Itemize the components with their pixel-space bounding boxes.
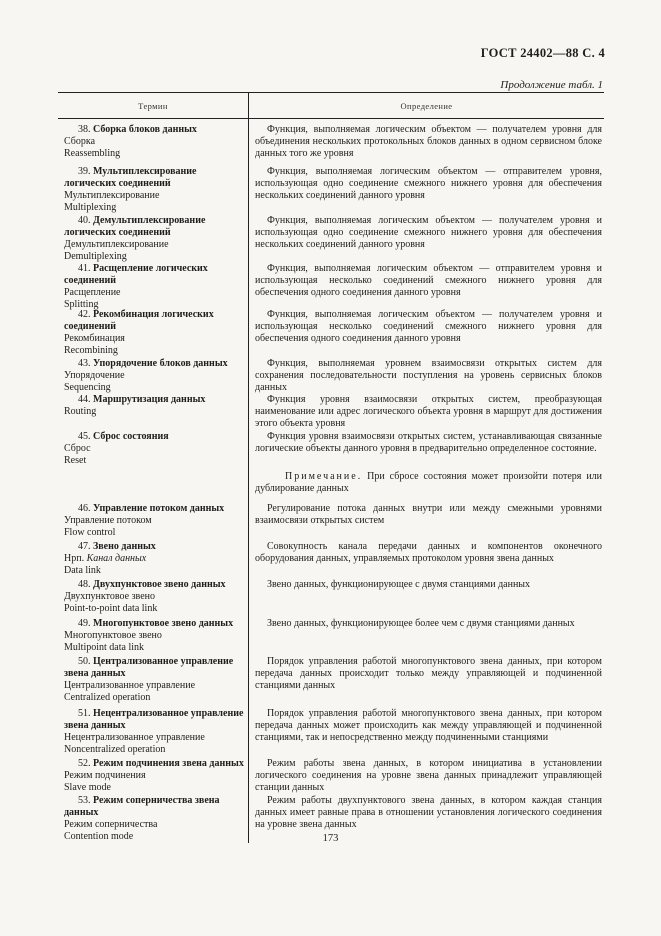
definition-cell: Функция уровня взаимосвязи открытых систем, устанавливающая связанные логические объекты данного уровня в предварительно определенное состояние. bbox=[255, 431, 602, 454]
definition-cell: Порядок управления работой многопунктового звена данных, при котором передача данных происходит только между управляющей и подчиненной станциями данных bbox=[255, 656, 602, 691]
definition-cell: Звено данных, функционирующее более чем с двумя станциями данных bbox=[267, 618, 575, 629]
table-row bbox=[58, 358, 604, 394]
table-row bbox=[58, 119, 604, 166]
note-text: При сбросе состояния может произойти потеря или дублирование данных bbox=[255, 471, 603, 494]
table-row bbox=[58, 541, 604, 579]
table-row bbox=[58, 503, 604, 541]
table-row bbox=[58, 309, 604, 358]
definition-cell: Режим работы двухпунктового звена данных, в котором каждая станция данных имеет равные права в отношении установления логического соединения на уровне звена данных bbox=[255, 795, 602, 830]
table-body bbox=[58, 119, 604, 843]
definition-cell: Функция, выполняемая логическим объектом — получателем уровня и использующая несколько соединений смежного нижнего уровня для обеспечения одного соединения данного уровня bbox=[255, 309, 602, 344]
definition-cell: Функция, выполняемая логическим объектом — получателем уровня и использующая одно соединение смежного нижнего уровня для обеспечения нескольких соединений данного уровня bbox=[255, 215, 602, 250]
definition-cell: Порядок управления работой многопунктового звена данных, при котором передача данных может происходить как между управляющей и подчиненной станциями, так и непосредственно между подчиненными станциями bbox=[255, 708, 602, 743]
term-cell: 53. Режим соперничества звена данных Режим соперничества Contention mode bbox=[64, 795, 220, 842]
note-cell bbox=[248, 469, 604, 503]
table-row bbox=[58, 263, 604, 309]
definition-cell: Функция, выполняемая логическим объектом — отправителем уровня, использующая одно соединение смежного нижнего уровня для обеспечения нескольких соединений данного уровня bbox=[255, 166, 602, 201]
term-cell: 47. Звено данных Нрп. Канал данных Data link bbox=[64, 541, 156, 576]
term-cell: 50. Централизованное управление звена данных Централизованное управление Centralized operation bbox=[64, 656, 234, 703]
table-row bbox=[58, 579, 604, 618]
term-cell: 51. Нецентрализованное управление звена данных Нецентрализованное управление Noncentralized operation bbox=[64, 708, 244, 755]
document-header: ГОСТ 24402—88 С. 4 bbox=[480, 46, 605, 60]
term-cell: 46. Управление потоком данных Управление потоком Flow control bbox=[64, 503, 225, 538]
column-header-term: Термин bbox=[58, 93, 249, 118]
column-header-definition: Определение bbox=[400, 100, 453, 111]
term-cell: 40. Демультиплексирование логических соединений Демультиплексирование Demultiplexing bbox=[64, 215, 206, 262]
term-cell: 45. Сброс состояния Сброс Reset bbox=[64, 431, 169, 466]
term-cell: 52. Режим подчинения звена данных Режим подчинения Slave mode bbox=[64, 758, 244, 793]
definition-cell: Функция уровня взаимосвязи открытых систем, преобразующая наименование или адрес логического объекта уровня в маршрут для достижения этого объекта уровня bbox=[255, 394, 602, 429]
term-cell: 43. Упорядочение блоков данных Упорядочение Sequencing bbox=[64, 358, 228, 393]
term-cell: 44. Маршрутизация данных Routing bbox=[64, 394, 206, 417]
table-row bbox=[58, 215, 604, 263]
note-label: Примечание. bbox=[285, 471, 363, 482]
table-header-row bbox=[58, 92, 604, 119]
term-cell: 48. Двухпунктовое звено данных Двухпунктовое звено Point-to-point data link bbox=[64, 579, 226, 614]
table-row bbox=[58, 394, 604, 431]
terms-table bbox=[58, 92, 604, 843]
term-cell: 49. Многопунктовое звено данных Многопунктовое звено Multipoint data link bbox=[64, 618, 234, 653]
definition-cell: Функция, выполняемая логическим объектом — получателем уровня для объединения нескольких протокольных блоков данных в одном сервисном блоке данных того же уровня bbox=[255, 124, 602, 159]
table-row bbox=[58, 166, 604, 215]
table-continuation-label: Продолжение табл. 1 bbox=[500, 79, 603, 91]
definition-cell: Функция, выполняемая логическим объектом — отправителем уровня и использующая несколько соединений смежного нижнего уровня для обеспечения одного соединения данного уровня bbox=[255, 263, 602, 298]
term-cell: 41. Расщепление логических соединений Расщепление Splitting bbox=[64, 263, 208, 310]
definition-cell: Регулирование потока данных внутри или между смежными уровнями взаимосвязи открытых систем bbox=[255, 503, 602, 526]
definition-cell: Совокупность канала передачи данных и компонентов оконечного оборудования данных, управляемых протоколом уровня звена данных bbox=[255, 541, 602, 564]
definition-cell: Режим работы звена данных, в котором инициатива в установлении логического соединения на уровне звена данных принадлежит управляющей станции данных bbox=[255, 758, 602, 793]
definition-cell: Функция, выполняемая уровнем взаимосвязи открытых систем для сохранения последовательности поступления на уровень сервисных блоков данных bbox=[255, 358, 602, 393]
page-number: 173 bbox=[322, 833, 339, 844]
term-cell: 38. Сборка блоков данных Сборка Reassembling bbox=[64, 124, 197, 159]
table-row bbox=[58, 758, 604, 795]
table-row bbox=[58, 618, 604, 656]
term-cell: 39. Мультиплексирование логических соединений Мультиплексирование Multiplexing bbox=[64, 166, 197, 213]
definition-cell: Звено данных, функционирующее с двумя станциями данных bbox=[267, 579, 531, 590]
table-row bbox=[58, 708, 604, 758]
term-cell: 42. Рекомбинация логических соединений Рекомбинация Recombining bbox=[64, 309, 214, 356]
table-row bbox=[58, 431, 604, 469]
table-row bbox=[58, 656, 604, 708]
note-row bbox=[58, 469, 604, 503]
